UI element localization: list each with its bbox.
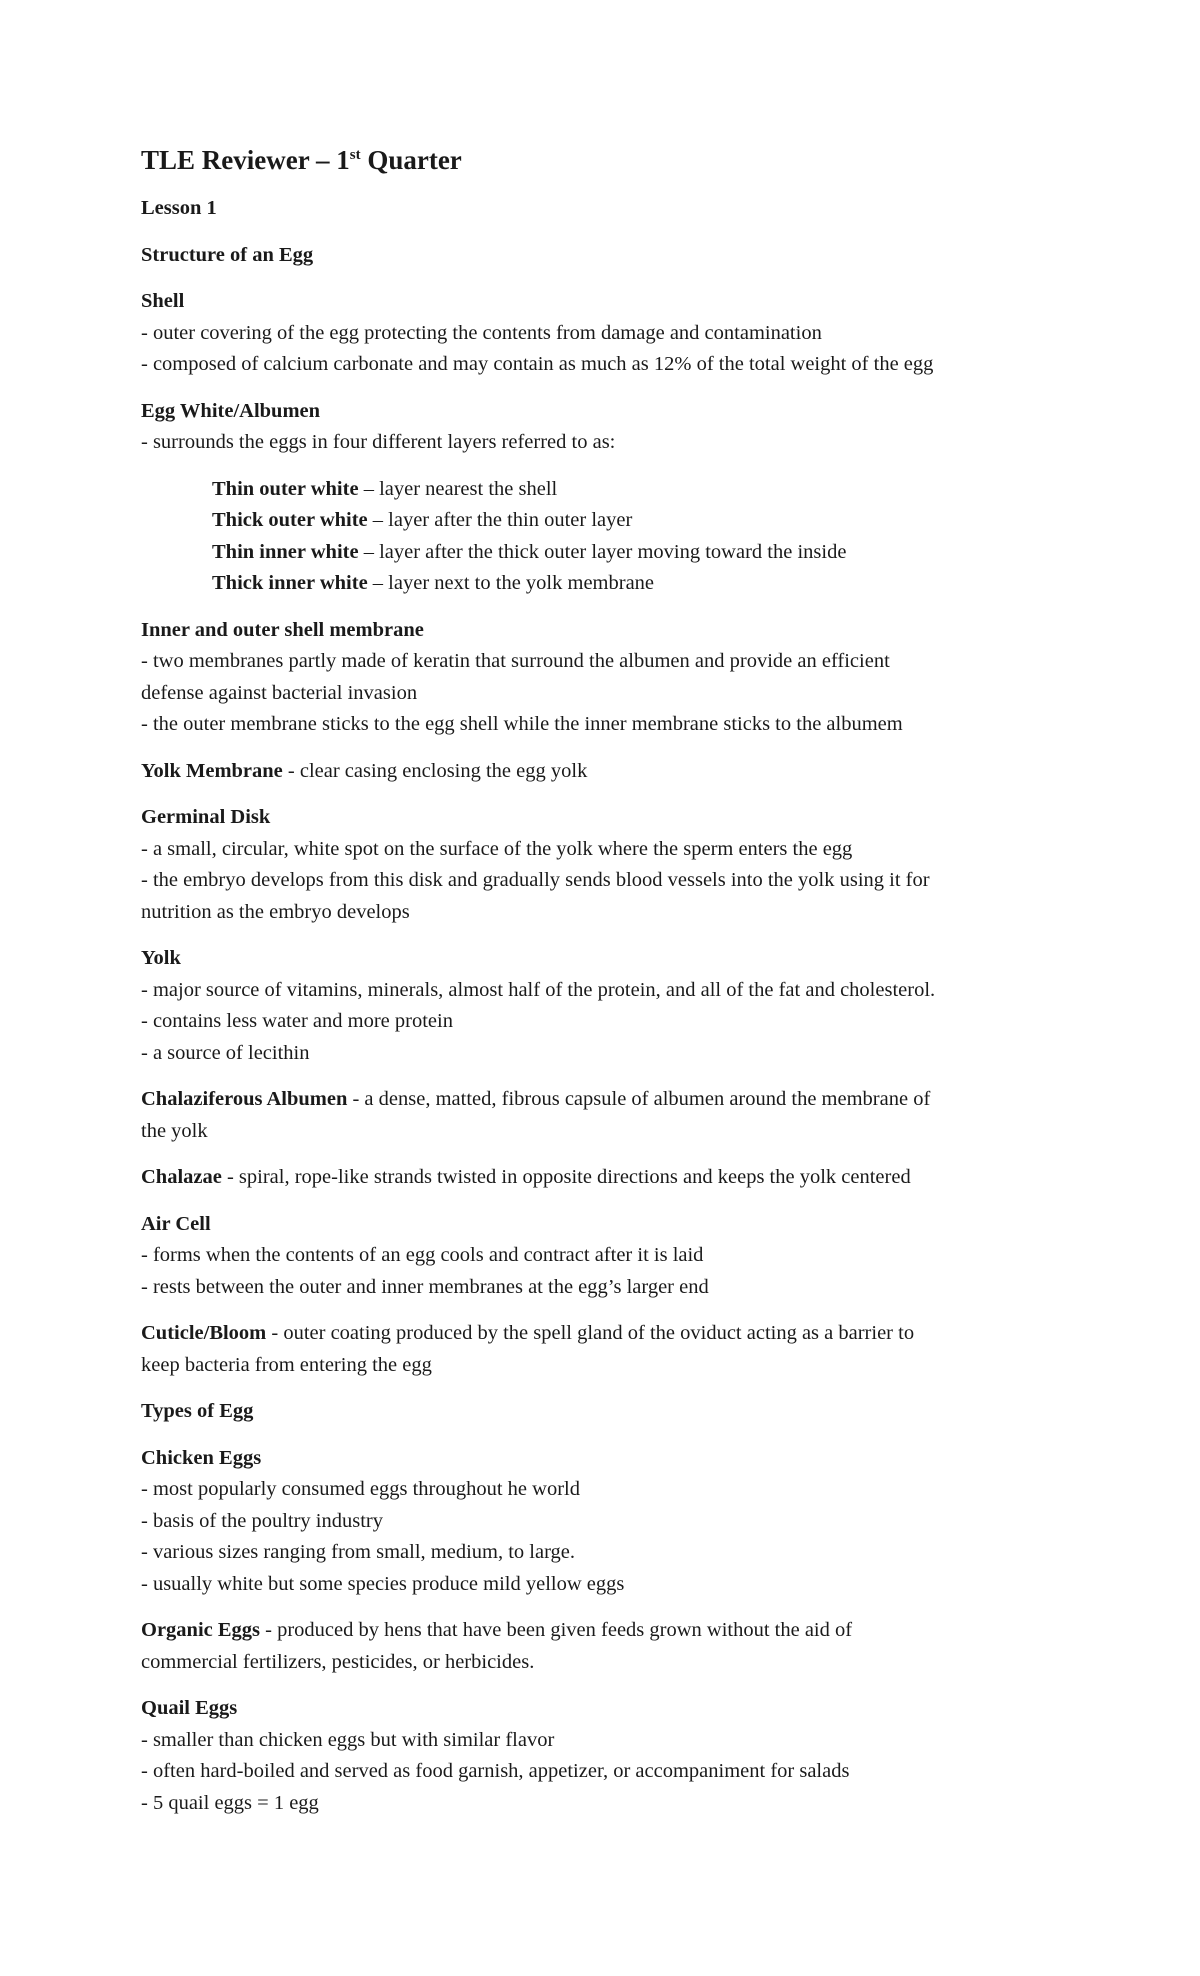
definition-line: [141, 1162, 1080, 1194]
section-heading-types: Types of Egg: [141, 1400, 254, 1422]
yolk-block: [141, 943, 1080, 1069]
body-line: keep bacteria from entering the egg: [141, 1353, 432, 1376]
definition-line: [141, 1084, 1080, 1116]
organic-eggs-block: [141, 1615, 1080, 1678]
body-line: - composed of calcium carbonate and may contain as much as 12% of the total weight of the egg: [141, 353, 934, 375]
layer-desc: – layer after the thin outer layer: [367, 509, 633, 531]
layer-term: Thick inner white: [212, 572, 368, 594]
body-line: defense against bacterial invasion: [141, 681, 418, 704]
term-heading: Air Cell: [141, 1212, 211, 1235]
body-line: - most popularly consumed eggs throughout he world: [141, 1478, 580, 1500]
body-line: nutrition as the embryo develops: [141, 900, 410, 923]
chalazae-block: [141, 1162, 1080, 1194]
layer-desc: – layer nearest the shell: [358, 477, 558, 500]
layer-term: Thin outer white: [212, 477, 359, 500]
shell-block: [141, 286, 1080, 381]
lesson-heading: Lesson 1: [141, 197, 217, 219]
body-line: - 5 quail eggs = 1 egg: [141, 1791, 319, 1814]
germinal-disk-block: [141, 802, 1080, 928]
body-line: - the outer membrane sticks to the egg shell while the inner membrane sticks to the albumem: [141, 713, 903, 735]
term-heading: Inner and outer shell membrane: [141, 618, 424, 641]
layer-term: Thick outer white: [212, 509, 368, 531]
body-line: commercial fertilizers, pesticides, or herbicides.: [141, 1650, 535, 1673]
body-line: - two membranes partly made of keratin that surround the albumen and provide an efficient: [141, 650, 890, 672]
body-line: - a source of lecithin: [141, 1041, 310, 1064]
term-heading: Chicken Eggs: [141, 1446, 262, 1469]
body-line: - often hard-boiled and served as food garnish, appetizer, or accompaniment for salads: [141, 1760, 850, 1782]
definition-line: [141, 1615, 1080, 1647]
term-heading: Shell: [141, 290, 185, 312]
shell-membrane-block: [141, 615, 1080, 741]
term-heading: Quail Eggs: [141, 1697, 238, 1719]
air-cell-block: [141, 1209, 1080, 1304]
term-heading: Yolk: [141, 947, 181, 969]
term-desc: - a dense, matted, fibrous capsule of albumen around the membrane of: [347, 1088, 931, 1110]
quail-eggs-block: [141, 1693, 1080, 1819]
body-line: - usually white but some species produce mild yellow eggs: [141, 1572, 625, 1595]
body-line: - outer covering of the egg protecting the contents from damage and contamination: [141, 321, 822, 344]
term-heading: Egg White/Albumen: [141, 399, 321, 422]
body-line: - rests between the outer and inner membranes at the egg’s larger end: [141, 1275, 709, 1298]
layer-item: [212, 505, 1080, 537]
term-desc: - produced by hens that have been given feeds grown without the aid of: [260, 1619, 853, 1641]
body-line: - basis of the poultry industry: [141, 1509, 383, 1532]
definition-line: [141, 1318, 1080, 1350]
yolk-membrane-block: [141, 756, 1080, 788]
definition-line: [141, 756, 1080, 788]
layer-term: Thin inner white: [212, 540, 359, 563]
body-line: - a small, circular, white spot on the surface of the yolk where the sperm enters the egg: [141, 837, 853, 860]
term-heading: Chalaziferous Albumen: [141, 1088, 348, 1110]
term-heading: Germinal Disk: [141, 806, 271, 828]
layer-item: [212, 537, 1080, 569]
section-heading-structure: Structure of an Egg: [141, 243, 314, 266]
body-line: - surrounds the eggs in four different layers referred to as:: [141, 431, 616, 453]
layer-item: [212, 474, 1080, 506]
title-text: TLE Reviewer – 1: [141, 145, 350, 175]
body-line: - smaller than chicken eggs but with similar flavor: [141, 1728, 555, 1751]
chicken-eggs-block: [141, 1443, 1080, 1601]
term-heading: Yolk Membrane: [141, 759, 283, 782]
layer-desc: – layer after the thick outer layer moving toward the inside: [358, 540, 847, 563]
layer-item: [212, 568, 1080, 600]
term-desc: - outer coating produced by the spell gland of the oviduct acting as a barrier to: [266, 1322, 915, 1344]
albumen-block: [141, 396, 1080, 600]
body-line: - various sizes ranging from small, medium, to large.: [141, 1541, 576, 1563]
chalaziferous-block: [141, 1084, 1080, 1147]
title-text-rest: Quarter: [360, 145, 462, 175]
term-heading: Chalazae: [141, 1166, 222, 1188]
term-heading: Cuticle/Bloom: [141, 1322, 267, 1344]
term-desc: - clear casing enclosing the egg yolk: [282, 759, 588, 782]
body-line: - forms when the contents of an egg cools and contract after it is laid: [141, 1244, 704, 1266]
layer-desc: – layer next to the yolk membrane: [367, 572, 655, 594]
term-heading: Organic Eggs: [141, 1619, 261, 1641]
body-line: - the embryo develops from this disk and gradually sends blood vessels into the yolk using it for: [141, 869, 930, 891]
term-desc: - spiral, rope-like strands twisted in opposite directions and keeps the yolk centered: [221, 1166, 911, 1188]
document-title: [141, 142, 1080, 178]
albumen-layers-list: [212, 474, 1080, 600]
title-superscript: st: [349, 147, 361, 163]
cuticle-block: [141, 1318, 1080, 1381]
body-line: the yolk: [141, 1119, 208, 1142]
body-line: - contains less water and more protein: [141, 1010, 453, 1032]
body-line: - major source of vitamins, minerals, almost half of the protein, and all of the fat and cholesterol.: [141, 978, 936, 1001]
